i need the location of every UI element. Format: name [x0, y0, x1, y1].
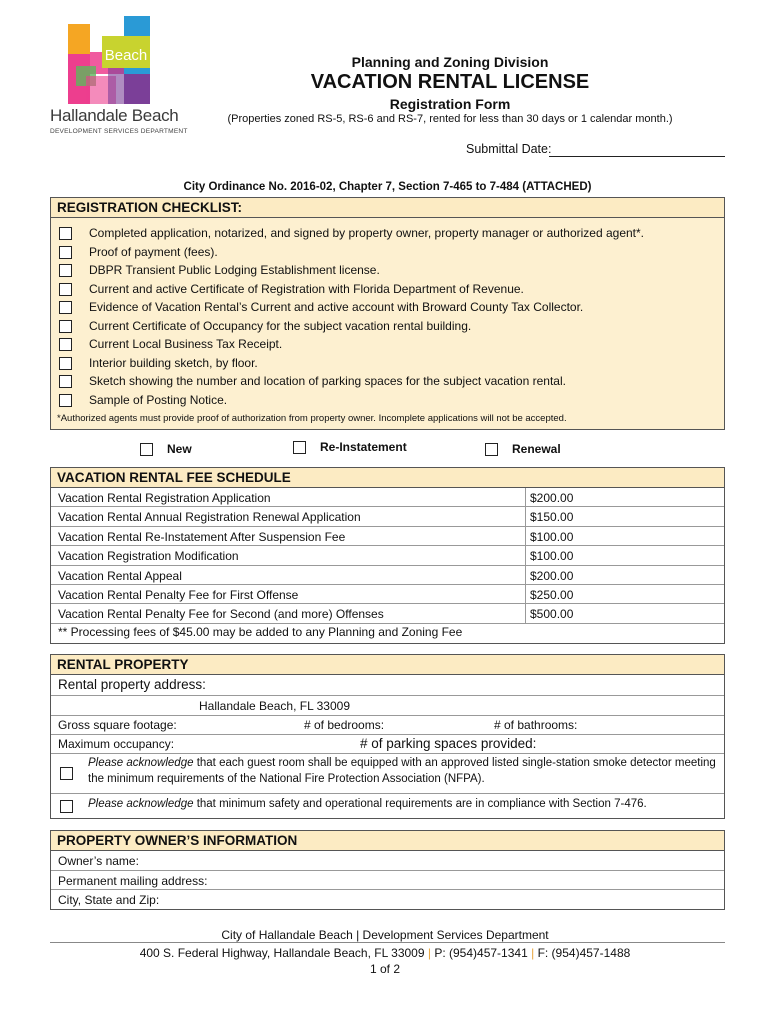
logo-h-mark: [64, 16, 156, 108]
fee-row: Vacation Rental Penalty Fee for First Offense $250.00: [51, 585, 724, 604]
page-title: VACATION RENTAL LICENSE: [310, 71, 590, 93]
fee-row: Vacation Rental Penalty Fee for Second (and more) Offenses $500.00: [51, 604, 724, 623]
checklist-checkbox[interactable]: [59, 375, 72, 388]
option-reinstatement[interactable]: Re-Instatement: [293, 440, 407, 454]
checklist-checkbox[interactable]: [59, 394, 72, 407]
occupancy-row[interactable]: [51, 735, 724, 754]
fee-row: Vacation Rental Registration Application $200.00: [51, 488, 724, 507]
ack-smoke-checkbox[interactable]: [60, 767, 73, 780]
form-subtitle: (Properties zoned RS-5, RS-6 and RS-7, rented for less than 30 days or 1 calendar month.): [227, 113, 673, 125]
footer-phone: P: (954)457-1341: [434, 946, 528, 960]
registration-checklist: REGISTRATION CHECKLIST: Completed application, notarized, and signed by property owner, property manager or authorized agent*. Proof of payment (fees). DBPR Transient Public Lodging Establishment license. Current and active Certificate of Registration with Florida Department of Revenue. Evidence of Vacation Rental’s Current and active account with Broward County Tax Collector. Current Certificate of Occupancy for the subject vacation rental building. Current Local Business Tax Receipt. Interior building sketch, by floor. Sketch showing the number and location of parking spaces for the subject vacation rental. Sample of Posting Notice. *Authorized agents must provide proof of authorization from property owner. Incomplete applications will not be accepted.: [50, 197, 725, 430]
ordinance-reference: City Ordinance No. 2016-02, Chapter 7, Section 7-465 to 7-484 (ATTACHED): [183, 181, 592, 193]
fee-row: Vacation Rental Annual Registration Renewal Application $150.00: [51, 507, 724, 526]
form-title: Registration Form: [389, 96, 511, 112]
fee-row: Vacation Registration Modification $100.00: [51, 546, 724, 565]
footer-contact: 400 S. Federal Highway, Hallandale Beach, FL 33009 | P: (954)457-1341 | F: (954)457-1488: [139, 946, 631, 960]
footer-department: City of Hallandale Beach | Development Services Department: [221, 928, 549, 942]
city-logo: [50, 16, 188, 144]
option-checkbox[interactable]: [293, 441, 306, 454]
footer-address: 400 S. Federal Highway, Hallandale Beach, FL 33009: [139, 946, 425, 960]
parking-spaces-label: # of parking spaces provided:: [360, 736, 537, 751]
checklist-checkbox[interactable]: [59, 264, 72, 277]
gross-sqft-label: Gross square footage:: [58, 718, 177, 732]
checklist-note: *Authorized agents must provide proof of authorization from property owner. Incomplete applications will not be accepted.: [57, 413, 567, 424]
fee-schedule: [50, 467, 725, 644]
owner-mailing-label: Permanent mailing address:: [58, 873, 208, 888]
checklist-heading: REGISTRATION CHECKLIST:: [51, 198, 724, 218]
rental-address-label: Rental property address:: [58, 677, 206, 692]
submittal-date-field[interactable]: [549, 156, 725, 157]
owner-mailing-row[interactable]: [51, 871, 724, 891]
owner-city-row[interactable]: [51, 890, 724, 909]
ack-safety-checkbox[interactable]: [60, 800, 73, 813]
fee-note: ** Processing fees of $45.00 may be added to any Planning and Zoning Fee: [58, 625, 463, 639]
owner-name-label: Owner’s name:: [58, 854, 139, 868]
footer-divider: [50, 942, 725, 943]
submittal-date-label: Submittal Date:: [466, 142, 552, 156]
bathrooms-label: # of bathrooms:: [494, 718, 578, 732]
checklist-checkbox[interactable]: [59, 246, 72, 259]
division-title: Planning and Zoning Division: [351, 54, 549, 70]
owner-name-row[interactable]: [51, 851, 724, 871]
checklist-checkbox[interactable]: [59, 301, 72, 314]
logo-department: DEVELOPMENT SERVICES DEPARTMENT: [50, 128, 188, 135]
ack-smoke-detector-row: Please acknowledge that each guest room shall be equipped with an approved listed single-station smoke detector meeting the minimum requirements of the National Fire Protection Association (NFPA).: [51, 754, 724, 794]
checklist-checkbox[interactable]: [59, 320, 72, 333]
bedrooms-label: # of bedrooms:: [304, 718, 385, 732]
rental-property-heading: RENTAL PROPERTY: [51, 655, 724, 675]
footer-fax: F: (954)457-1488: [537, 946, 631, 960]
ack-safety-row: Please acknowledge that minimum safety and operational requirements are in compliance with Section 7-476.: [51, 794, 724, 818]
checklist-checkbox[interactable]: [59, 357, 72, 370]
rental-city-value: Hallandale Beach, FL 33009: [199, 699, 350, 713]
option-checkbox[interactable]: [485, 443, 498, 456]
checklist-checkbox[interactable]: [59, 283, 72, 296]
checklist-checkbox[interactable]: [59, 338, 72, 351]
option-checkbox[interactable]: [140, 443, 153, 456]
fee-row: Vacation Rental Appeal $200.00: [51, 566, 724, 585]
logo-name: Hallandale Beach: [50, 106, 179, 125]
checklist-checkbox[interactable]: [59, 227, 72, 240]
owner-city-label: City, State and Zip:: [58, 893, 160, 907]
option-renewal[interactable]: Renewal: [485, 442, 561, 456]
page-number: 1 of 2: [369, 962, 401, 976]
rental-size-row[interactable]: [51, 716, 724, 735]
rental-address-row[interactable]: [51, 675, 724, 696]
rental-property-section: [50, 654, 725, 819]
option-new[interactable]: New: [140, 442, 192, 456]
fee-schedule-heading: VACATION RENTAL FEE SCHEDULE: [51, 468, 724, 488]
owner-info-heading: PROPERTY OWNER’S INFORMATION: [51, 831, 724, 851]
rental-city-row[interactable]: [51, 696, 724, 716]
max-occupancy-label: Maximum occupancy:: [58, 737, 175, 751]
logo-beach-word: Beach: [104, 47, 148, 64]
fee-row: Vacation Rental Re-Instatement After Suspension Fee $100.00: [51, 527, 724, 546]
owner-info-section: [50, 830, 725, 910]
